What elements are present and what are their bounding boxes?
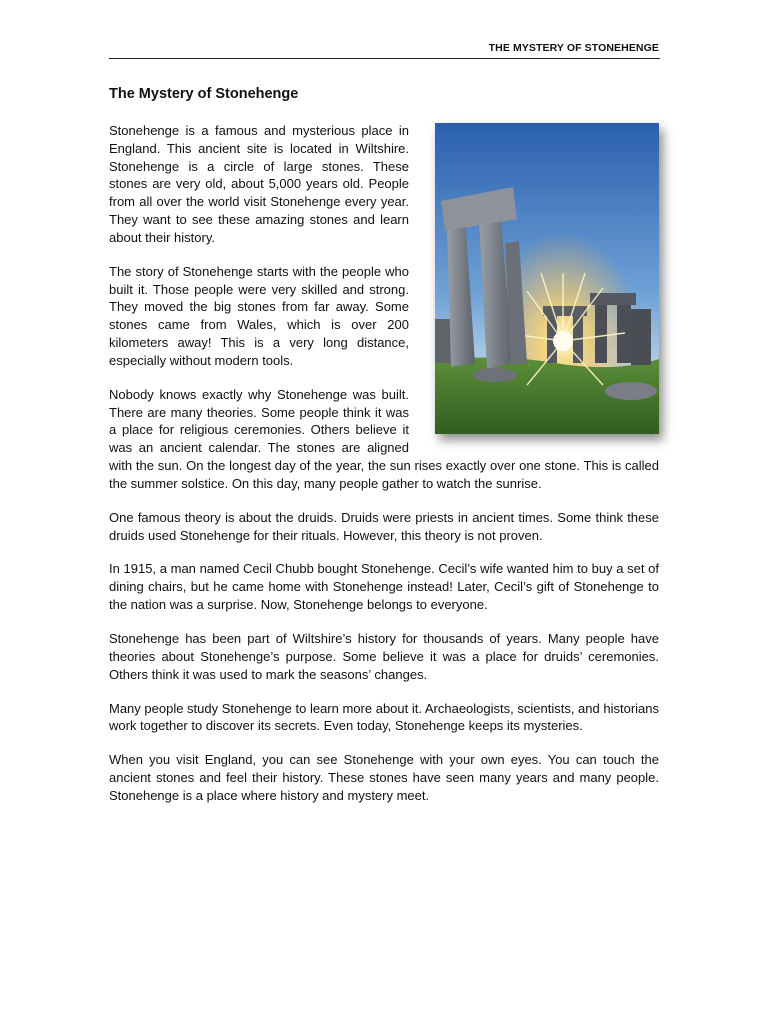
stonehenge-photo [435,123,659,434]
header-divider [109,58,660,59]
running-header: THE MYSTERY OF STONEHENGE [488,42,659,54]
stonehenge-illustration [435,123,659,434]
page-title: The Mystery of Stonehenge [109,86,299,102]
paragraph-1: Stonehenge is a famous and mysterious place in England. This ancient site is located in Wiltshire. Stonehenge is a circle of large stones. These stones are very old, about 5,000 years old. People from all over the world visit Stonehenge every year. They want to see these amazing stones and learn about their history. [109,123,409,245]
paragraph-5: In 1915, a man named Cecil Chubb bought Stonehenge. Cecil’s wife wanted him to buy a set of dining chairs, but he came home with Stonehenge instead! Later, Cecil’s gift of Stonehenge to the nation was a surprise. Now, Stonehenge belongs to everyone. [109,561,659,613]
paragraph-3: Nobody knows exactly why Stonehenge was built. There are many theories. Some people think it was a place for religious ceremonies. Others believe it was an ancient calendar. The stones are aligned with the sun. On the longest day of the year, the sun rises exactly over one stone. This is called the summer solstice. On this day, many people gather to watch the sunrise. [109,386,659,491]
paragraph-6: Stonehenge has been part of Wiltshire’s history for thousands of years. Many people have theories about Stonehenge’s purpose. Some believe it was a place for druids’ ceremonies. Others think it was used to mark the seasons’ changes. [109,631,659,682]
article-body [109,122,659,821]
paragraph-7: Many people study Stonehenge to learn more about it. Archaeologists, scientists, and historians work together to discover its secrets. Even today, Stonehenge keeps its mysteries. [109,700,659,734]
paragraph-4: One famous theory is about the druids. Druids were priests in ancient times. Some think these druids used Stonehenge for their rituals. However, this theory is not proven. [109,509,659,543]
paragraph-2: The story of Stonehenge starts with the people who built it. Those people were very skilled and strong. They moved the big stones from far away. Some stones came from Wales, which is over 200 kilometers away! This is a very long distance, especially without modern tools. [109,263,409,368]
paragraph-8: When you visit England, you can see Stonehenge with your own eyes. You can touch the ancient stones and feel their history. These stones have seen many years and many people. Stonehenge is a place where history and mystery meet. [109,752,659,804]
